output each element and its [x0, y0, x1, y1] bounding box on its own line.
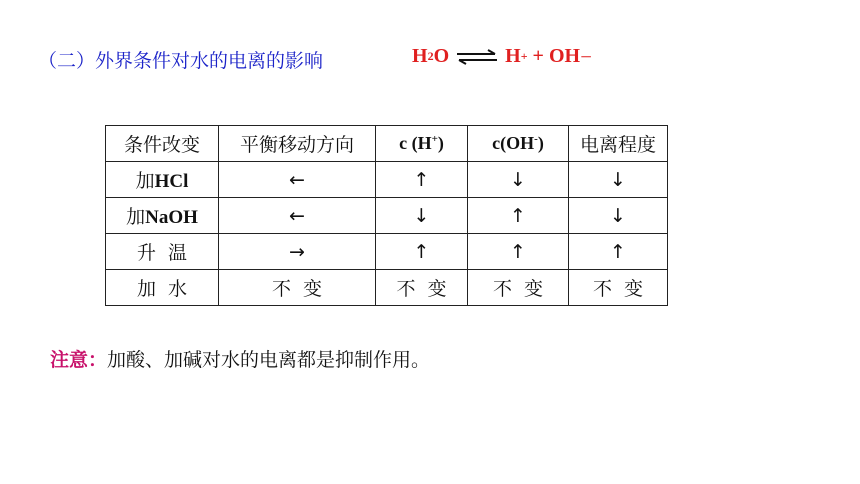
header-condition: 条件改变 — [106, 126, 219, 162]
header-c-h — [376, 126, 468, 162]
table-header-row — [106, 126, 668, 162]
eq-o: O — [433, 45, 450, 67]
header-c-oh — [468, 126, 569, 162]
table-row — [106, 234, 668, 270]
note-label: 注意： — [50, 349, 108, 371]
conditions-table — [105, 125, 668, 306]
eq-plus: + — [527, 45, 549, 67]
row-condition-formula: NaOH — [145, 207, 198, 228]
c-oh-cell: ↓ — [468, 162, 569, 198]
shift-cell: ← — [219, 198, 376, 234]
degree-cell: ↑ — [569, 234, 668, 270]
c-h-cell: ↓ — [376, 198, 468, 234]
row-condition-prefix: 加 — [135, 170, 155, 192]
equilibrium-arrow-icon — [455, 49, 499, 65]
c-h-cell: ↑ — [376, 162, 468, 198]
table-row — [106, 270, 668, 306]
note — [50, 345, 430, 372]
row-condition-formula: HCl — [154, 171, 189, 192]
row-condition-prefix: 加 — [126, 206, 146, 228]
eq-oh-ion: OH — [548, 45, 581, 67]
shift-cell: 不 变 — [219, 270, 376, 306]
header-c-oh-charge: - — [534, 133, 538, 145]
row-condition-hcl — [106, 162, 219, 198]
header-c-h-charge: + — [431, 133, 438, 145]
c-oh-cell: 不 变 — [468, 270, 569, 306]
shift-cell: → — [219, 234, 376, 270]
eq-sub-2: 2 — [427, 49, 434, 63]
shift-cell: ← — [219, 162, 376, 198]
eq-h-ion: H — [505, 45, 521, 67]
eq-oh-charge: － — [580, 50, 593, 64]
degree-cell: ↓ — [569, 198, 668, 234]
header-shift-direction: 平衡移动方向 — [219, 126, 376, 162]
degree-cell: 不 变 — [569, 270, 668, 306]
note-text: 加酸、加碱对水的电离都是抑制作用。 — [107, 349, 431, 371]
row-condition-naoh — [106, 198, 219, 234]
eq-h-charge: + — [520, 49, 528, 63]
header-ionization-degree: 电离程度 — [569, 126, 668, 162]
row-condition-heat: 升 温 — [106, 234, 219, 270]
eq-h: H — [412, 45, 428, 67]
table-row — [106, 198, 668, 234]
header-c-h-close: ) — [437, 133, 444, 153]
header-c-oh-close: ) — [537, 133, 544, 153]
header-c-h-text: c (H — [399, 133, 432, 153]
table-row — [106, 162, 668, 198]
section-heading: （二）外界条件对水的电离的影响 — [38, 50, 324, 72]
c-oh-cell: ↑ — [468, 198, 569, 234]
header-c-oh-text: c(OH — [492, 133, 535, 153]
row-condition-water: 加 水 — [106, 270, 219, 306]
c-h-cell: 不 变 — [376, 270, 468, 306]
c-oh-cell: ↑ — [468, 234, 569, 270]
water-ionization-equation — [412, 45, 592, 68]
c-h-cell: ↑ — [376, 234, 468, 270]
degree-cell: ↓ — [569, 162, 668, 198]
